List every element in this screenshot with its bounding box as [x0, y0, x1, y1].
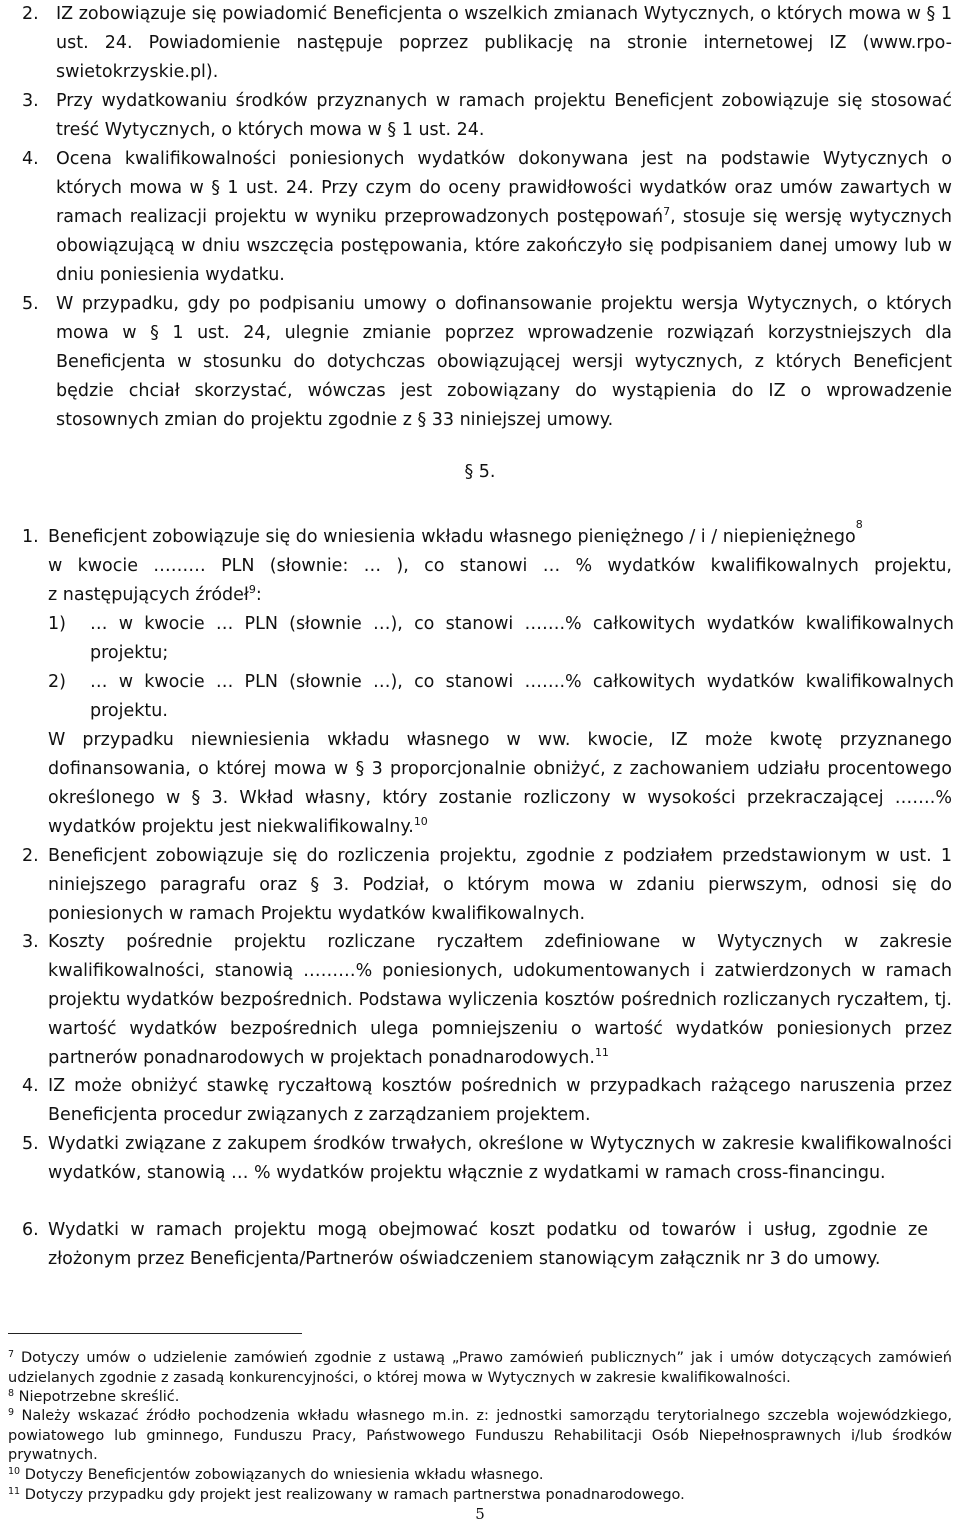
paragraph-text: Ocena kwalifikowalności poniesionych wydatków dokonywana jest na podstawie Wytycznych o których mowa w § 1 ust. 24. Przy czym do oceny prawidłowości wydatków oraz umów zawartych w ramach realizacji projektu w wyniku przeprowadzonych postępowań	[56, 149, 952, 227]
sub-item-number: 2)	[48, 672, 66, 692]
sub-item-number: 1)	[48, 614, 66, 634]
paragraph-5-4: IZ może obniżyć stawkę ryczałtową kosztów pośrednich w przypadkach rażącego naruszenia przez Beneficjenta procedur związanych z zarządzaniem projektem.	[48, 1076, 952, 1125]
paragraph-5-6: Wydatki w ramach projektu mogą obejmować koszt podatku od towarów i usług, zgodnie ze złożonym przez Beneficjenta/Partnerów oświadczeniem stanowiącym załącznik nr 3 do umowy.	[48, 1220, 928, 1269]
item-number: 4.	[22, 1076, 39, 1096]
item-number: 6.	[22, 1220, 39, 1240]
footnote-text: Niepotrzebne skreślić.	[18, 1389, 180, 1405]
item-number: 5.	[22, 294, 39, 314]
footnote-8	[8, 1388, 952, 1408]
paragraph-5-1-line3	[48, 581, 952, 610]
item-number: 3.	[22, 91, 39, 111]
item-number: 5.	[22, 1134, 39, 1154]
paragraph-text: Beneficjent zobowiązuje się do wniesienia wkładu własnego pieniężnego / i / niepieniężnego	[48, 527, 856, 547]
footnote-9	[8, 1407, 952, 1466]
footnote-text: Należy wskazać źródło pochodzenia wkładu własnego m.in. z: jednostki samorządu terytorialnego szczebla wojewódzkiego, powiatowego lub gminnego, Funduszu Pracy, Państwowego Funduszu Rehabilitacji Osób Niepełnosprawnych i/lub środków prywatnych.	[8, 1408, 952, 1463]
item-number: 1.	[22, 527, 39, 547]
footnote-10	[8, 1466, 952, 1486]
item-number: 2.	[22, 846, 39, 866]
paragraph-item-2: IZ zobowiązuje się powiadomić Beneficjenta o wszelkich zmianach Wytycznych, o których mowa w § 1 ust. 24. Powiadomienie następuje poprzez publikację na stronie internetowej IZ (www.rpo-swietokrzyskie.pl).	[56, 4, 952, 82]
footnote-number: 8	[8, 1388, 15, 1399]
sub-item-1: … w kwocie … PLN (słownie …), co stanowi …….% całkowitych wydatków kwalifikowalnych projektu;	[90, 614, 954, 663]
footnote-separator	[8, 1333, 302, 1334]
paragraph-text: , stosuje się wersję wytycznych obowiązującą w dniu wszczęcia postępowania, które zakończyło się podpisaniem danej umowy lub w dniu poniesienia wydatku.	[56, 207, 952, 285]
paragraph-5-5: Wydatki związane z zakupem środków trwałych, określone w Wytycznych w zakresie kwalifikowalności wydatków, stanowią … % wydatków projektu włącznie z wydatkami w ramach cross-financingu.	[48, 1134, 952, 1183]
paragraph-5-1-continued	[48, 726, 952, 842]
footnote-ref: 7	[663, 205, 671, 218]
footnote-number: 9	[8, 1407, 15, 1418]
paragraph-text: W przypadku niewniesienia wkładu własnego w ww. kwocie, IZ może kwotę przyznanego dofinansowania, o której mowa w § 3 proporcjonalnie obniżyć, z zachowaniem udziału procentowego określonego w § 3. Wkład własny, który zostanie rozliczony w wysokości przekraczającej …….% wydatków projektu jest niekwalifikowalny.	[48, 730, 952, 837]
footnote-11	[8, 1486, 952, 1506]
footnote-ref: 8	[855, 518, 863, 531]
item-number: 4.	[22, 149, 39, 169]
footnote-number: 11	[8, 1486, 21, 1497]
footnote-text: Dotyczy Beneficjentów zobowiązanych do wniesienia wkładu własnego.	[24, 1467, 544, 1483]
paragraph-text: Koszty pośrednie projektu rozliczane ryczałtem zdefiniowane w Wytycznych w zakresie kwalifikowalności, stanowią ………% poniesionych, udokumentowanych i zatwierdzonych w ramach projektu wydatków bezpośrednich. Podstawa wyliczenia kosztów pośrednich rozliczanych ryczałtem, tj. wartość wydatków bezpośrednich ulega pomniejszeniu o wartość wydatków poniesionych przez partnerów ponadnarodowych w projektach ponadnarodowych.	[48, 932, 952, 1068]
footnote-7	[8, 1349, 952, 1388]
item-number: 3.	[22, 932, 39, 952]
footnote-ref: 11	[594, 1046, 609, 1059]
paragraph-item-4	[56, 145, 952, 290]
footnote-text: Dotyczy przypadku gdy projekt jest realizowany w ramach partnerstwa ponadnarodowego.	[24, 1487, 685, 1503]
footnote-number: 7	[8, 1349, 15, 1360]
paragraph-5-3	[48, 928, 952, 1073]
footnote-number: 10	[8, 1466, 21, 1477]
footnote-ref: 9	[248, 583, 256, 596]
paragraph-item-5: W przypadku, gdy po podpisaniu umowy o dofinansowanie projektu wersja Wytycznych, o których mowa w § 1 ust. 24, ulegnie zmianie poprzez wprowadzenie rozwiązań korzystniejszych dla Beneficjenta w stosunku do dotychczas obowiązującej wersji wytycznych, z których Beneficjent będzie chciał skorzystać, wówczas jest zobowiązany do wystąpienia do IZ o wprowadzenie stosownych zmian do projektu zgodnie z § 33 niniejszej umowy.	[56, 294, 952, 430]
footnote-text: Dotyczy umów o udzielenie zamówień zgodnie z ustawą „Prawo zamówień publicznych” jak i umów dotyczących zamówień udzielanych zgodnie z zasadą konkurencyjności, o której mowa w Wytycznych w zakresie kwalifikowalności.	[8, 1350, 952, 1386]
paragraph-5-1-line1	[48, 518, 960, 552]
page-number: 5	[475, 1505, 485, 1523]
item-number: 2.	[22, 4, 39, 24]
footnote-ref: 10	[413, 815, 428, 828]
paragraph-item-3: Przy wydatkowaniu środków przyznanych w ramach projektu Beneficjent zobowiązuje się stosować treść Wytycznych, o których mowa w § 1 ust. 24.	[56, 91, 952, 140]
sub-item-2: … w kwocie … PLN (słownie …), co stanowi …….% całkowitych wydatków kwalifikowalnych projektu.	[90, 672, 954, 721]
paragraph-text: z następujących źródeł	[48, 585, 249, 605]
paragraph-5-2: Beneficjent zobowiązuje się do rozliczenia projektu, zgodnie z podziałem przedstawionym w ust. 1 niniejszego paragrafu oraz § 3. Podział, o którym mowa w zdaniu pierwszym, odnosi się do poniesionych w ramach Projektu wydatków kwalifikowalnych.	[48, 846, 952, 924]
paragraph-text: :	[255, 585, 262, 605]
paragraph-5-1-line2: w kwocie ……… PLN (słownie: … ), co stanowi … % wydatków kwalifikowalnych projektu,	[48, 556, 952, 576]
section-heading: § 5.	[464, 462, 496, 482]
